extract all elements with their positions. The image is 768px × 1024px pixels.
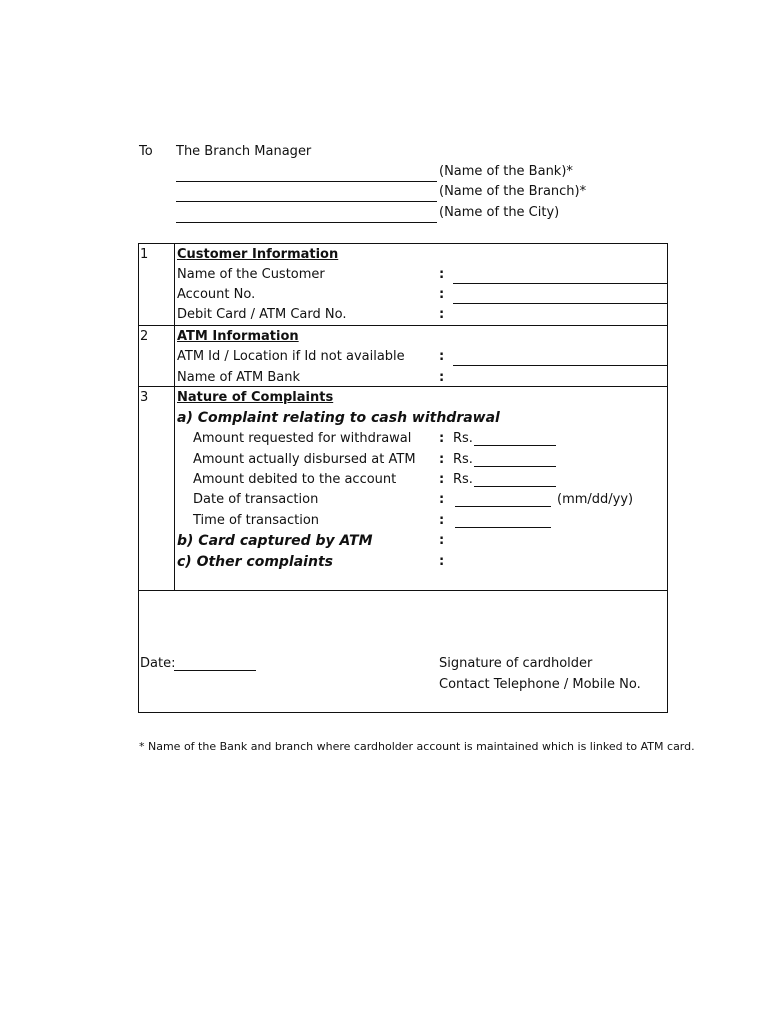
amount-debited-label: Amount debited to the account [193, 472, 397, 487]
card-no-label: Debit Card / ATM Card No. [177, 307, 347, 322]
city-name-field[interactable] [176, 222, 437, 223]
section-title-nature-of-complaints: Nature of Complaints [177, 390, 334, 405]
city-name-label: (Name of the City) [439, 205, 560, 220]
account-no-field[interactable] [453, 303, 668, 304]
atm-id-label: ATM Id / Location if Id not available [177, 349, 405, 364]
bank-name-label: (Name of the Bank)* [439, 164, 573, 179]
colon: : [439, 533, 445, 548]
contact-label: Contact Telephone / Mobile No. [439, 677, 641, 692]
section-divider-1 [138, 325, 668, 326]
colon: : [439, 307, 445, 322]
number-column-divider [174, 243, 175, 591]
atm-id-field[interactable] [453, 365, 668, 366]
colon: : [439, 349, 445, 364]
section-title-atm-information: ATM Information [177, 329, 299, 344]
transaction-time-field[interactable] [455, 527, 551, 528]
section-number-3: 3 [140, 390, 149, 405]
sub-heading-card-captured: b) Card captured by ATM [177, 533, 373, 549]
date-label: Date: [140, 656, 176, 671]
colon: : [439, 513, 445, 528]
colon: : [439, 267, 445, 282]
signature-label: Signature of cardholder [439, 656, 593, 671]
section-divider-3 [138, 590, 668, 591]
colon: : [439, 370, 445, 385]
sub-heading-cash-withdrawal: a) Complaint relating to cash withdrawal [177, 410, 500, 426]
colon: : [439, 431, 445, 446]
section-divider-2 [138, 386, 668, 387]
footnote: * Name of the Bank and branch where cardholder account is maintained which is linked to ATM card. [139, 740, 695, 753]
currency-label: Rs. [453, 431, 473, 446]
amount-requested-field[interactable] [474, 445, 556, 446]
colon: : [439, 472, 445, 487]
colon: : [439, 287, 445, 302]
section-number-2: 2 [140, 329, 149, 344]
amount-disbursed-label: Amount actually disbursed at ATM [193, 452, 416, 467]
colon: : [439, 452, 445, 467]
sub-heading-other-complaints: c) Other complaints [177, 554, 333, 570]
currency-label: Rs. [453, 472, 473, 487]
amount-disbursed-field[interactable] [474, 466, 556, 467]
transaction-time-label: Time of transaction [193, 513, 320, 528]
customer-name-label: Name of the Customer [177, 267, 325, 282]
amount-debited-field[interactable] [474, 486, 556, 487]
customer-name-field[interactable] [453, 283, 668, 284]
section-number-1: 1 [140, 247, 149, 262]
to-label: To [139, 144, 153, 159]
addressee: The Branch Manager [176, 144, 312, 159]
amount-requested-label: Amount requested for withdrawal [193, 431, 412, 446]
transaction-date-label: Date of transaction [193, 492, 319, 507]
date-format-hint: (mm/dd/yy) [557, 492, 634, 507]
section-title-customer-information: Customer Information [177, 247, 339, 262]
date-field[interactable] [174, 670, 256, 671]
account-no-label: Account No. [177, 287, 256, 302]
colon: : [439, 554, 445, 569]
currency-label: Rs. [453, 452, 473, 467]
bank-name-field[interactable] [176, 181, 437, 182]
transaction-date-field[interactable] [455, 506, 551, 507]
branch-name-field[interactable] [176, 201, 437, 202]
branch-name-label: (Name of the Branch)* [439, 184, 587, 199]
atm-bank-label: Name of ATM Bank [177, 370, 300, 385]
colon: : [439, 492, 445, 507]
